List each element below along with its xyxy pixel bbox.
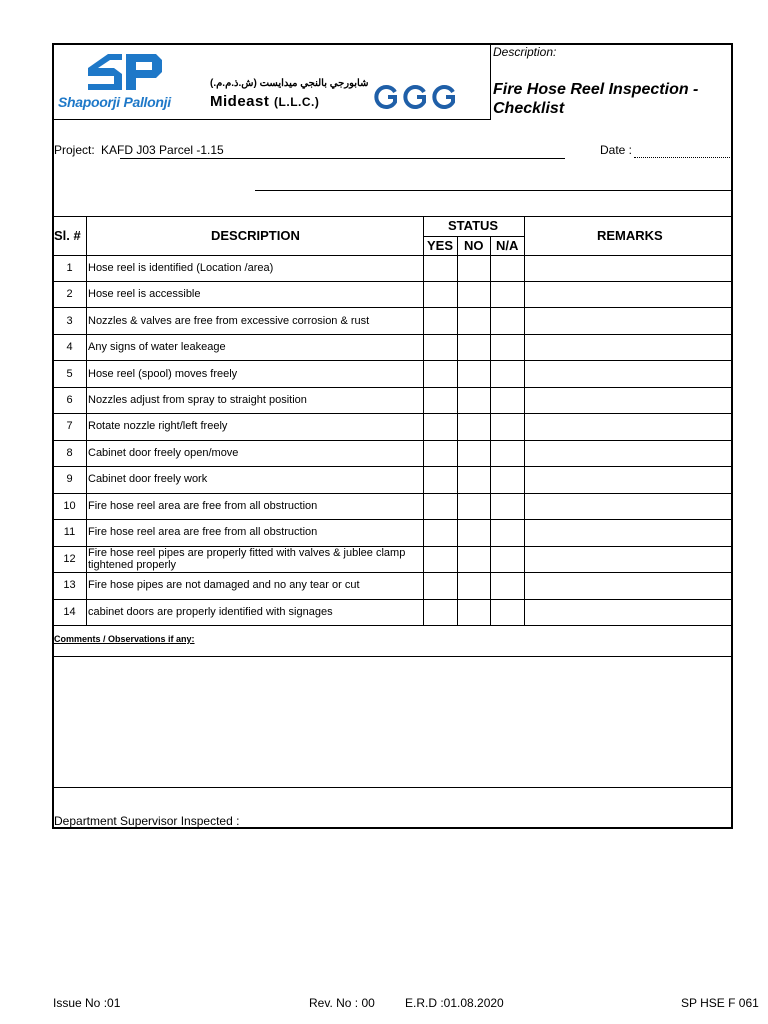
mideast-name-text: Mideast xyxy=(210,93,270,110)
row-line xyxy=(53,599,733,600)
row-num: 5 xyxy=(66,368,73,380)
col-no-header: NO xyxy=(464,238,484,253)
row-num: 7 xyxy=(66,420,73,432)
col-description-header: DESCRIPTION xyxy=(211,228,300,243)
row-num: 14 xyxy=(63,606,76,618)
row-num: 1 xyxy=(66,262,73,274)
row-num: 12 xyxy=(63,553,76,565)
row-desc: cabinet doors are properly identified with signages xyxy=(88,606,333,618)
mideast-arabic: شابورجي بالنجي ميدايست (ش.ذ.م.م.) xyxy=(210,78,369,89)
row-num: 10 xyxy=(63,500,76,512)
comments-bottom-line xyxy=(53,787,733,788)
company-name: Shapoorji Pallonji xyxy=(58,94,171,110)
row-line xyxy=(53,360,733,361)
col-sl-header: Sl. # xyxy=(54,228,81,243)
row-line xyxy=(53,413,733,414)
description-label: Description: xyxy=(493,45,557,59)
row-desc: Rotate nozzle right/left freely xyxy=(88,420,228,432)
row-line xyxy=(53,493,733,494)
row-line xyxy=(53,281,733,282)
row-desc: Hose reel is accessible xyxy=(88,288,201,300)
row-line xyxy=(53,519,733,520)
row-desc: Hose reel (spool) moves freely xyxy=(88,368,238,380)
row-desc: Fire hose pipes are not damaged and no any tear or cut xyxy=(88,579,360,591)
footer-issue: Issue No :01 xyxy=(53,996,121,1010)
row-desc: Cabinet door freely work xyxy=(88,473,208,485)
col-remarks-header: REMARKS xyxy=(597,228,663,243)
footer-rev: Rev. No : 00 xyxy=(309,996,375,1010)
form-title: Fire Hose Reel Inspection - Checklist xyxy=(493,81,699,117)
project-label: Project: xyxy=(54,143,95,157)
row-line xyxy=(53,440,733,441)
comments-area[interactable] xyxy=(53,657,733,787)
footer-erd: E.R.D :01.08.2020 xyxy=(405,996,504,1010)
row-line xyxy=(53,625,733,626)
row-desc: Nozzles adjust from spray to straight position xyxy=(88,394,307,406)
col-status-header: STATUS xyxy=(448,218,499,233)
mideast-suffix: (L.L.C.) xyxy=(274,95,320,109)
row-num: 13 xyxy=(63,579,76,591)
project-value: KAFD J03 Parcel -1.15 xyxy=(101,143,224,157)
row-line xyxy=(53,572,733,573)
comments-label: Comments / Observations if any: xyxy=(54,634,195,644)
supervisor-label: Department Supervisor Inspected : xyxy=(54,814,240,828)
date-label: Date : xyxy=(600,143,633,157)
row-desc: Hose reel is identified (Location /area) xyxy=(88,262,274,274)
footer-doc-code: SP HSE F 061 xyxy=(681,996,759,1010)
row-num: 9 xyxy=(66,473,73,485)
row-num: 11 xyxy=(63,526,76,538)
row-desc: Cabinet door freely open/move xyxy=(88,447,239,459)
col-na-header: N/A xyxy=(496,238,519,253)
row-desc: Fire hose reel area are free from all obstruction xyxy=(88,500,318,512)
row-num: 2 xyxy=(66,288,73,300)
row-desc: Fire hose reel pipes are properly fitted with valves & jublee clamp tightened properly xyxy=(88,547,406,571)
row-desc: Nozzles & valves are free from excessive corrosion & rust xyxy=(88,315,370,327)
row-desc: Any signs of water leakeage xyxy=(88,341,226,353)
row-num: 8 xyxy=(66,447,73,459)
row-num: 6 xyxy=(66,394,73,406)
row-desc: Fire hose reel area are free from all obstruction xyxy=(88,526,318,538)
row-line xyxy=(53,334,733,335)
row-line xyxy=(53,307,733,308)
col-yes-header: YES xyxy=(427,238,454,253)
row-line xyxy=(53,387,733,388)
row-num: 4 xyxy=(66,341,73,353)
row-num: 3 xyxy=(66,315,73,327)
row-line xyxy=(53,466,733,467)
